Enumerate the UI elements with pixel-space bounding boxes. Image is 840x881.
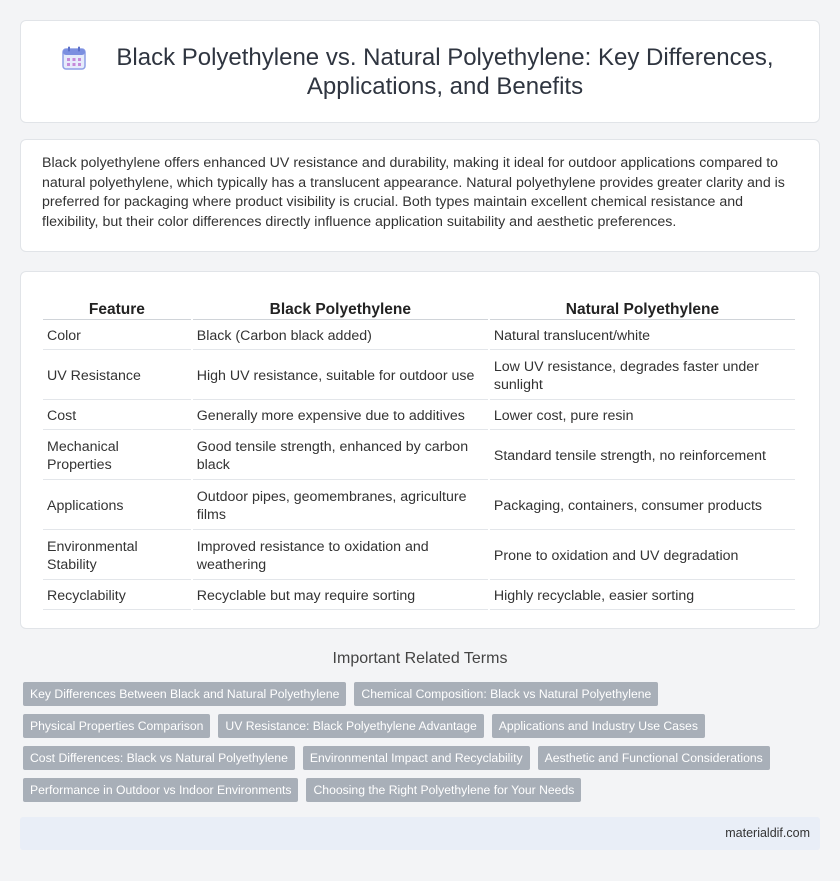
table-row bbox=[43, 482, 795, 530]
related-term-tag[interactable]: Aesthetic and Functional Considerations bbox=[538, 746, 770, 770]
comparison-table bbox=[41, 294, 797, 612]
related-term-tag[interactable]: Environmental Impact and Recyclability bbox=[303, 746, 530, 770]
related-term-tag[interactable]: Key Differences Between Black and Natural Polyethylene bbox=[23, 682, 346, 706]
related-term-tag[interactable]: Choosing the Right Polyethylene for Your Needs bbox=[306, 778, 581, 802]
related-term-tag[interactable]: Cost Differences: Black vs Natural Polyethylene bbox=[23, 746, 295, 770]
table-cell: Good tensile strength, enhanced by carbon black bbox=[193, 432, 488, 480]
table-cell: Low UV resistance, degrades faster under sunlight bbox=[490, 352, 795, 400]
table-cell: Standard tensile strength, no reinforcement bbox=[490, 432, 795, 480]
related-term-tag[interactable]: Applications and Industry Use Cases bbox=[492, 714, 705, 738]
table-cell: UV Resistance bbox=[43, 352, 191, 400]
table-row bbox=[43, 582, 795, 610]
related-term-tag[interactable]: Physical Properties Comparison bbox=[23, 714, 210, 738]
footer-site-link[interactable]: materialdif.com bbox=[725, 826, 810, 840]
related-terms-title: Important Related Terms bbox=[332, 650, 508, 667]
calendar-icon bbox=[61, 45, 87, 71]
table-cell: Packaging, containers, consumer products bbox=[490, 482, 795, 530]
table-cell: Recyclable but may require sorting bbox=[193, 582, 488, 610]
footer bbox=[20, 817, 820, 850]
table-cell: Natural translucent/white bbox=[490, 322, 795, 350]
header-black-polyethylene: Black Polyethylene bbox=[193, 296, 488, 320]
table-row bbox=[43, 352, 795, 400]
table-cell: Black (Carbon black added) bbox=[193, 322, 488, 350]
table-row bbox=[43, 402, 795, 430]
page-title: Black Polyethylene vs. Natural Polyethylene: Key Differences, Applications, and Benefits bbox=[116, 43, 774, 100]
title-card bbox=[20, 20, 820, 123]
table-cell: Environmental Stability bbox=[43, 532, 191, 580]
table-cell: High UV resistance, suitable for outdoor use bbox=[193, 352, 488, 400]
table-row bbox=[43, 532, 795, 580]
table-cell: Outdoor pipes, geomembranes, agriculture films bbox=[193, 482, 488, 530]
related-term-tag[interactable]: Performance in Outdoor vs Indoor Environments bbox=[23, 778, 298, 802]
table-cell: Cost bbox=[43, 402, 191, 430]
header-feature: Feature bbox=[43, 296, 191, 320]
table-cell: Prone to oxidation and UV degradation bbox=[490, 532, 795, 580]
table-cell: Highly recyclable, easier sorting bbox=[490, 582, 795, 610]
intro-card bbox=[20, 139, 820, 252]
comparison-table-card bbox=[20, 271, 820, 629]
table-row bbox=[43, 322, 795, 350]
table-row bbox=[43, 432, 795, 480]
table-cell: Mechanical Properties bbox=[43, 432, 191, 480]
related-term-tag[interactable]: UV Resistance: Black Polyethylene Advantage bbox=[218, 714, 483, 738]
related-term-tag[interactable]: Chemical Composition: Black vs Natural Polyethylene bbox=[354, 682, 658, 706]
table-cell: Color bbox=[43, 322, 191, 350]
table-cell: Improved resistance to oxidation and weathering bbox=[193, 532, 488, 580]
table-cell: Lower cost, pure resin bbox=[490, 402, 795, 430]
related-terms-tags bbox=[23, 682, 823, 810]
table-cell: Recyclability bbox=[43, 582, 191, 610]
header-natural-polyethylene: Natural Polyethylene bbox=[490, 296, 795, 320]
intro-paragraph: Black polyethylene offers enhanced UV resistance and durability, making it ideal for outdoor applications compared to natural polyethylene, which typically has a translucent appearance. Natural polyethylene provides greater clarity and is preferred for packaging where product visibility is crucial. Both types maintain excellent chemical resistance and flexibility, but their color differences directly influence application suitability and aesthetic preferences. bbox=[42, 155, 785, 230]
table-cell: Applications bbox=[43, 482, 191, 530]
table-header-row bbox=[43, 296, 795, 320]
table-cell: Generally more expensive due to additives bbox=[193, 402, 488, 430]
